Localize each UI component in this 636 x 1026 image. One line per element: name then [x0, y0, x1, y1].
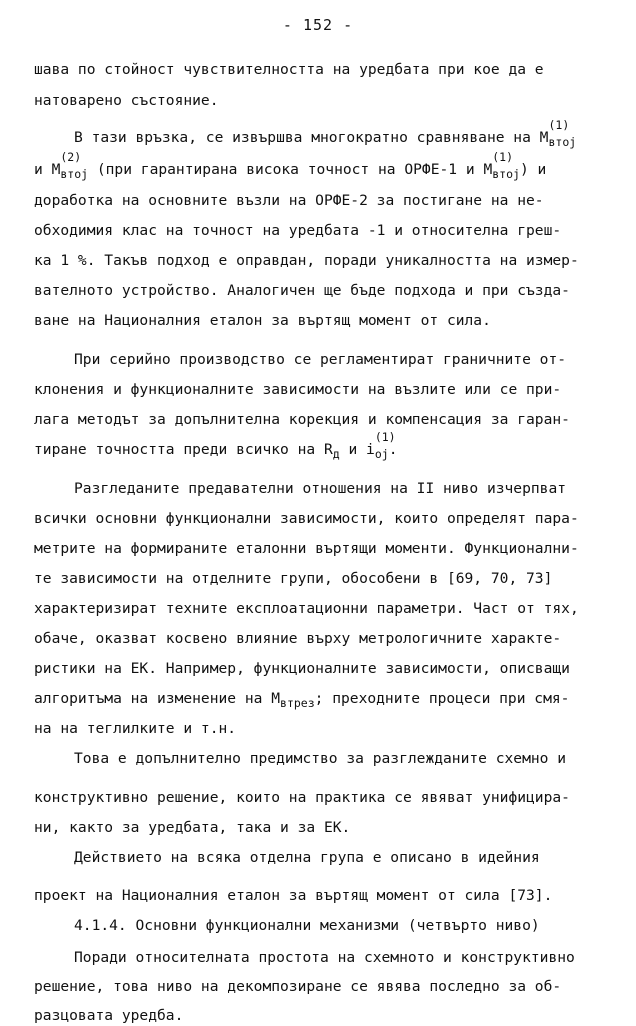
- math-symbol: (1) $_{втоj}$: [492, 150, 520, 181]
- text-line: лага методът за допълнителна корекция и компенсация за гаран-: [34, 411, 570, 428]
- text-line: Разгледаните предавателни отношения на II ниво изчерпват: [74, 480, 567, 497]
- subscript: д: [332, 447, 340, 461]
- text-fragment: (при гарантирана висока точност на ОРФЕ-1 и M: [88, 161, 493, 178]
- text-line: Поради относителната простота на схемното и конструктивно: [74, 949, 575, 966]
- text-line: метрите на формираните еталонни въртящи моменти. Функционални-: [34, 540, 579, 557]
- subscript: втрез: [280, 696, 315, 710]
- text-line: характеризират техните експлоатационни параметри. Част от тях,: [34, 600, 579, 617]
- text-line: натоварено състояние.: [34, 92, 219, 109]
- text-fragment: В тази връзка, се извършва многократно сравняване на M: [74, 129, 549, 146]
- text-line: конструктивно решение, които на практика се явяват унифицира-: [34, 789, 570, 806]
- text-line: вателното устройство. Аналогичен ще бъде подхода и при създа-: [34, 282, 570, 299]
- text-line: Това е допълнително предимство за разглежданите схемно и: [74, 750, 567, 767]
- text-line: шава по стойност чувствителността на уредбата при кое да е: [34, 61, 544, 78]
- math-symbol: (2) $_{втоj}$: [60, 150, 89, 181]
- text-fragment: .: [388, 441, 398, 458]
- text-line: [74, 118, 577, 149]
- text-line: всички основни функционални зависимости, които определят пара-: [34, 510, 579, 527]
- text-line: При серийно производство се регламентират граничните от-: [74, 351, 567, 368]
- text-line: ване на Националния еталон за въртящ момент от сила.: [34, 312, 491, 329]
- text-line: [34, 150, 547, 181]
- text-line: Действието на всяка отделна група е описано в идейния: [74, 849, 540, 866]
- math-symbol: (1) $_{втоj}$: [548, 118, 577, 149]
- text-fragment: и i: [339, 441, 375, 458]
- text-fragment: алгоритъма на изменение на M: [34, 690, 281, 707]
- text-line: проект на Националния еталон за въртящ момент от сила [73].: [34, 887, 553, 904]
- text-line: доработка на основните възли на ОРФЕ-2 за постигане на не-: [34, 192, 544, 209]
- section-heading: 4.1.4. Основни функционални механизми (четвърто ниво): [74, 917, 540, 934]
- text-line: [34, 430, 398, 464]
- text-line: те зависимости на отделните групи, обособени в [69, 70, 73]: [34, 570, 553, 587]
- text-fragment: и M: [34, 161, 61, 178]
- text-line: ристики на ЕК. Например, функционалните зависимости, описващи: [34, 660, 570, 677]
- text-line: обаче, оказват косвено влияние върху метрологичните характе-: [34, 630, 562, 647]
- text-line: разцовата уредба.: [34, 1007, 184, 1024]
- text-line: обходимия клас на точност на уредбата -1 и относителна греш-: [34, 222, 562, 239]
- text-line: решение, това ниво на декомпозиране се явява последно за об-: [34, 978, 562, 995]
- text-line: клонения и функционалните зависимости на възлите или се при-: [34, 381, 562, 398]
- math-symbol: (1) $_{oj}$: [374, 430, 396, 461]
- text-line: ни, както за уредбата, така и за ЕК.: [34, 819, 351, 836]
- text-line: [34, 689, 569, 713]
- text-fragment: тиране точността преди всичко на R: [34, 441, 333, 458]
- text-line: на на теглилките и т.н.: [34, 720, 237, 737]
- text-fragment: ; преходните процеси при смя-: [314, 690, 570, 707]
- text-fragment: ) и: [519, 161, 547, 178]
- page-number: - 152 -: [282, 16, 354, 34]
- text-line: ка 1 %. Такъв подход е оправдан, поради уникалността на измер-: [34, 252, 579, 269]
